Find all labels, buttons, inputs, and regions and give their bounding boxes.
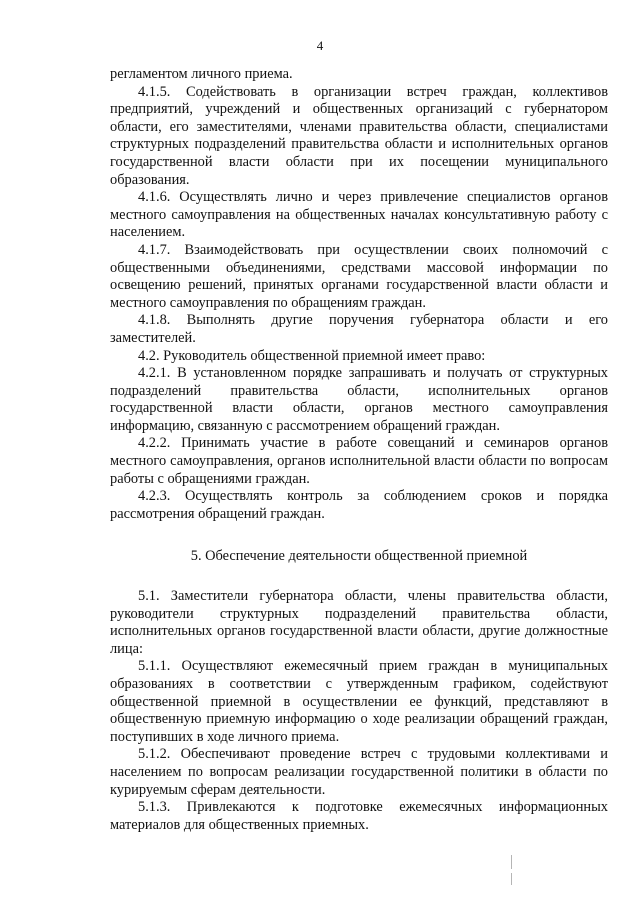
paragraph: 4.1.5. Содействовать в организации встреч граждан, коллективов предприятий, учреждений и общественных организаций с губернатором области, его заместителями, членами правительства области, специалистами структурных подразделений правительства области и исполнительных органов государственной власти области при их посещении муниципального образования. xyxy=(110,83,608,188)
margin-mark xyxy=(511,873,512,885)
paragraph: 4.2. Руководитель общественной приемной имеет право: xyxy=(138,347,486,364)
document-body xyxy=(110,66,608,834)
paragraph: 4.2.1. В установленном порядке запрашивать и получать от структурных подразделений правительства области, исполнительных органов государственной власти области, органов местного самоуправления информацию, связанную с рассмотрением обращений граждан. xyxy=(110,365,608,434)
paragraph: 5.1.3. Привлекаются к подготовке ежемесячных информационных материалов для общественных приемных. xyxy=(110,799,608,833)
paragraph: 4.1.8. Выполнять другие поручения губернатора области и его заместителей. xyxy=(110,312,608,346)
section-title: 5. Обеспечение деятельности общественной приемной xyxy=(190,548,528,565)
paragraph: 4.1.7. Взаимодействовать при осуществлении своих полномочий с общественными объединениями, средствами массовой информации по освещению решений, принятых органами государственной власти области и местного самоуправления по обращениям граждан. xyxy=(110,241,608,311)
paragraph: 4.2.2. Принимать участие в работе совещаний и семинаров органов местного самоуправления, органов исполнительной власти области по вопросам работы с обращениями граждан. xyxy=(110,435,608,487)
paragraph: 4.1.6. Осуществлять лично и через привлечение специалистов органов местного самоуправления на общественных началах консультативную работу с населением. xyxy=(110,189,608,241)
page-number: 4 xyxy=(316,38,324,53)
paragraph: 5.1.1. Осуществляют ежемесячный прием граждан в муниципальных образованиях в соответствии с утвержденным графиком, содействуют общественной приемной в осуществлении ее функций, представляют в общественную приемную информацию о ходе реализации обращений граждан, поступивших в ходе личного приема. xyxy=(110,658,608,745)
margin-mark xyxy=(511,855,512,869)
paragraph: 5.1. Заместители губернатора области, члены правительства области, руководители структурных подразделений правительства области, исполнительных органов государственной власти области, другие должностные лица: xyxy=(110,588,608,657)
paragraph: 4.2.3. Осуществлять контроль за соблюдением сроков и порядка рассмотрения обращений граждан. xyxy=(110,488,608,522)
paragraph: 5.1.2. Обеспечивают проведение встреч с трудовыми коллективами и населением по вопросам реализации государственной политики в области по курируемым сферам деятельности. xyxy=(110,746,608,798)
paragraph: регламентом личного приема. xyxy=(110,66,293,82)
